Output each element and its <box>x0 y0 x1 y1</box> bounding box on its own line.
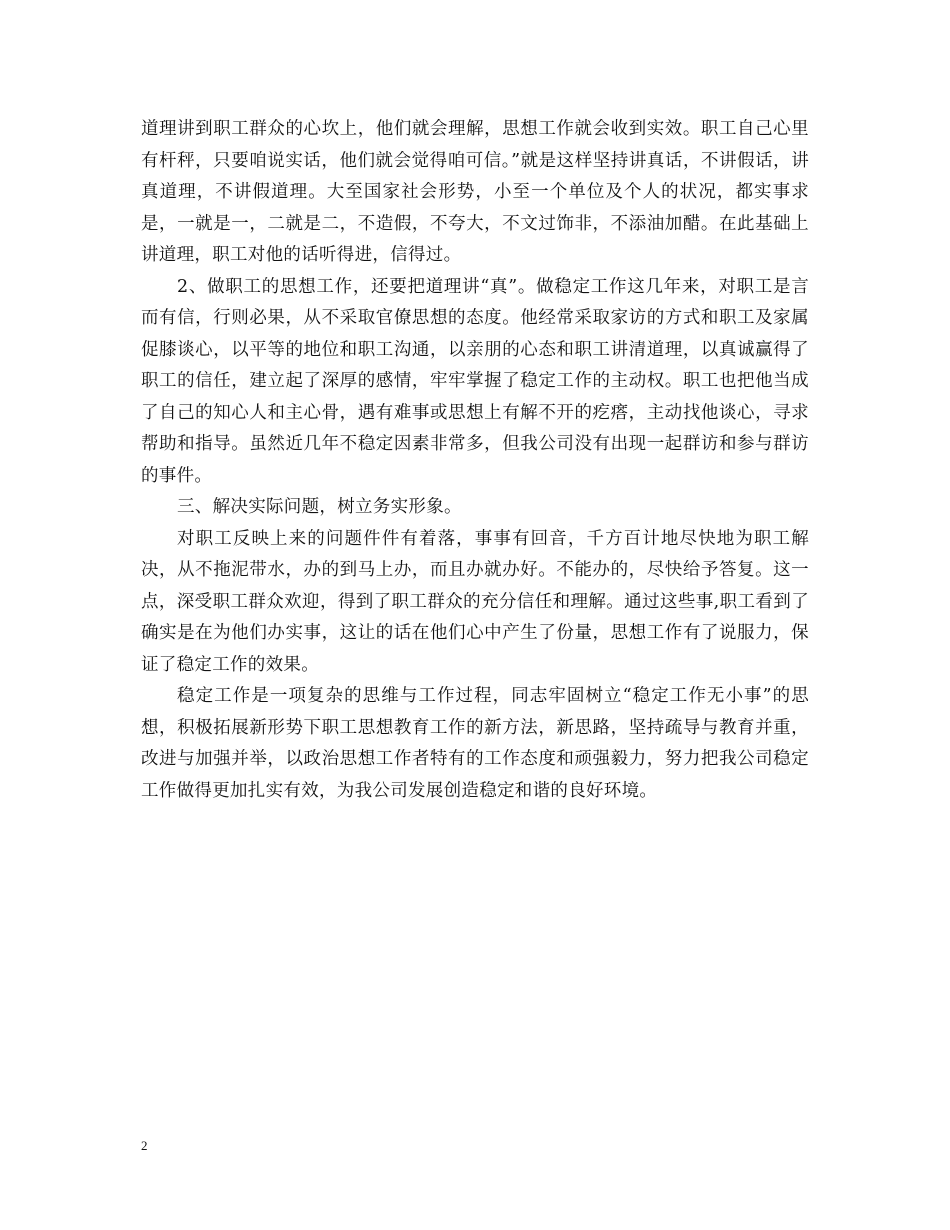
paragraph-1: 道理讲到职工群众的心坎上，他们就会理解，思想工作就会收到实效。职工自己心里有杆秤，只要咱说实话，他们就会觉得咱可信。”就是这样坚持讲真话，不讲假话，讲真道理，不讲假道理。大至国家社会形势，小至一个单位及个人的状况，都实事求是，一就是一，二就是二，不造假，不夸大，不文过饰非，不添油加醋。在此基础上讲道理，职工对他的话听得进，信得过。 <box>141 119 809 265</box>
document-body <box>141 114 809 807</box>
paragraph-2: 2、做职工的思想工作，还要把道理讲“真”。做稳定工作这几年来，对职工是言而有信，行则必果，从不采取官僚思想的态度。他经常采取家访的方式和职工及家属促膝谈心，以平等的地位和职工沟通，以亲朋的心态和职工讲清道理，以真诚赢得了职工的信任，建立起了深厚的感情，牢牢掌握了稳定工作的主动权。职工也把他当成了自己的知心人和主心骨，遇有难事或思想上有解不开的疙瘩，主动找他谈心，寻求帮助和指导。虽然近几年不稳定因素非常多，但我公司没有出现一起群访和参与群访的事件。 <box>141 276 809 486</box>
section-heading-3: 三、解决实际问题，树立务实形象。 <box>177 497 462 517</box>
paragraph-4: 对职工反映上来的问题件件有着落，事事有回音，千方百计地尽快地为职工解决，从不拖泥带水，办的到马上办，而且办就办好。不能办的，尽快给予答复。这一点，深受职工群众欢迎，得到了职工群众的充分信任和理解。通过这些事,职工看到了确实是在为他们办实事，这让的话在他们心中产生了份量，思想工作有了说服力，保证了稳定工作的效果。 <box>141 528 809 675</box>
page-number: 2 <box>141 1138 148 1153</box>
paragraph-5: 稳定工作是一项复杂的思维与工作过程，同志牢固树立“稳定工作无小事”的思想，积极拓展新形势下职工思想教育工作的新方法，新思路，坚持疏导与教育并重，改进与加强并举，以政治思想工作者特有的工作态度和顽强毅力，努力把我公司稳定工作做得更加扎实有效，为我公司发展创造稳定和谐的良好环境。 <box>141 686 809 801</box>
